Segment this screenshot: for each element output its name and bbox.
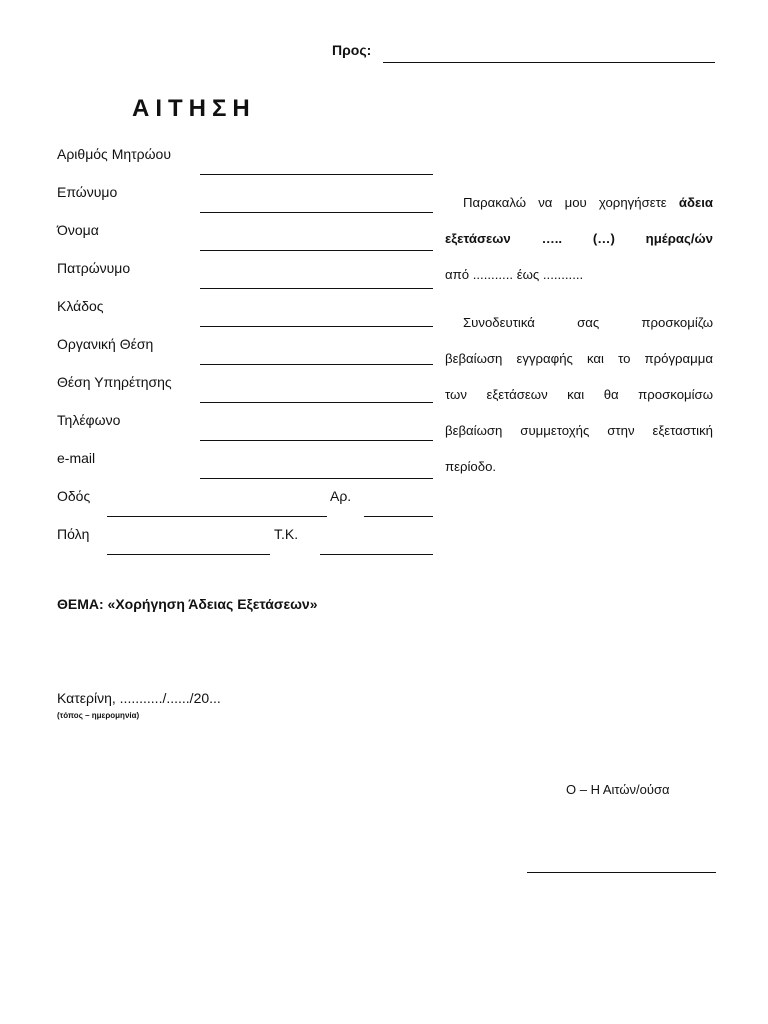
attachments-line-3: των εξετάσεων και θα προσκομίσω <box>445 387 713 402</box>
field-line-email[interactable] <box>200 478 433 479</box>
signer-label: Ο – Η Αιτών/ούσα <box>566 782 670 797</box>
street-number-label: Αρ. <box>330 488 352 504</box>
attachments-line-1 <box>445 305 713 341</box>
attachments-line-4: βεβαίωση συμμετοχής στην εξεταστική <box>445 423 713 438</box>
field-label-branch: Κλάδος <box>57 298 104 314</box>
field-label-phone: Τηλέφωνο <box>57 412 121 428</box>
request-line-2: εξετάσεων ….. (…) ημέρας/ών <box>445 231 713 246</box>
page-title: ΑΙΤΗΣΗ <box>132 95 256 122</box>
attachments-line-1-text: Συνοδευτικά σας προσκομίζω <box>463 315 713 330</box>
subject-line: ΘΕΜΑ: «Χορήγηση Άδειας Εξετάσεων» <box>57 596 318 612</box>
field-label-organic-position: Οργανική Θέση <box>57 336 154 352</box>
request-line-1 <box>445 185 713 221</box>
attachments-line-5: περίοδο. <box>445 459 497 474</box>
place-date-note: (τόπος – ημερομηνία) <box>57 711 140 720</box>
field-line-fathers-name[interactable] <box>200 288 433 289</box>
city-label: Πόλη <box>57 526 90 542</box>
field-label-registry-number: Αριθμός Μητρώου <box>57 146 172 162</box>
field-line-service-position[interactable] <box>200 402 433 403</box>
postcode-label: Τ.Κ. <box>274 526 299 542</box>
to-field-line[interactable] <box>383 62 715 63</box>
signature-line[interactable] <box>527 872 716 873</box>
field-label-email: e-mail <box>57 450 96 466</box>
attachments-line-2: βεβαίωση εγγραφής και το πρόγραμμα <box>445 351 713 366</box>
street-number-field-line[interactable] <box>364 516 433 517</box>
request-line-1-text: Παρακαλώ να μου χορηγήσετε <box>463 195 679 210</box>
to-label: Προς: <box>332 42 372 58</box>
field-line-branch[interactable] <box>200 326 433 327</box>
city-field-line[interactable] <box>107 554 270 555</box>
field-line-organic-position[interactable] <box>200 364 433 365</box>
request-line-3: από ........... έως ........... <box>445 267 584 282</box>
postcode-field-line[interactable] <box>320 554 433 555</box>
street-label: Οδός <box>57 488 91 504</box>
field-line-name[interactable] <box>200 250 433 251</box>
place-date: Κατερίνη, .........../....../20... <box>57 690 221 706</box>
request-line-1-bold: άδεια <box>678 195 713 210</box>
field-label-service-position: Θέση Υπηρέτησης <box>57 374 172 390</box>
field-line-phone[interactable] <box>200 440 433 441</box>
field-label-surname: Επώνυμο <box>57 184 118 200</box>
field-line-surname[interactable] <box>200 212 433 213</box>
street-field-line[interactable] <box>107 516 327 517</box>
field-label-fathers-name: Πατρώνυμο <box>57 260 131 276</box>
field-line-registry-number[interactable] <box>200 174 433 175</box>
field-label-name: Όνομα <box>57 222 99 238</box>
